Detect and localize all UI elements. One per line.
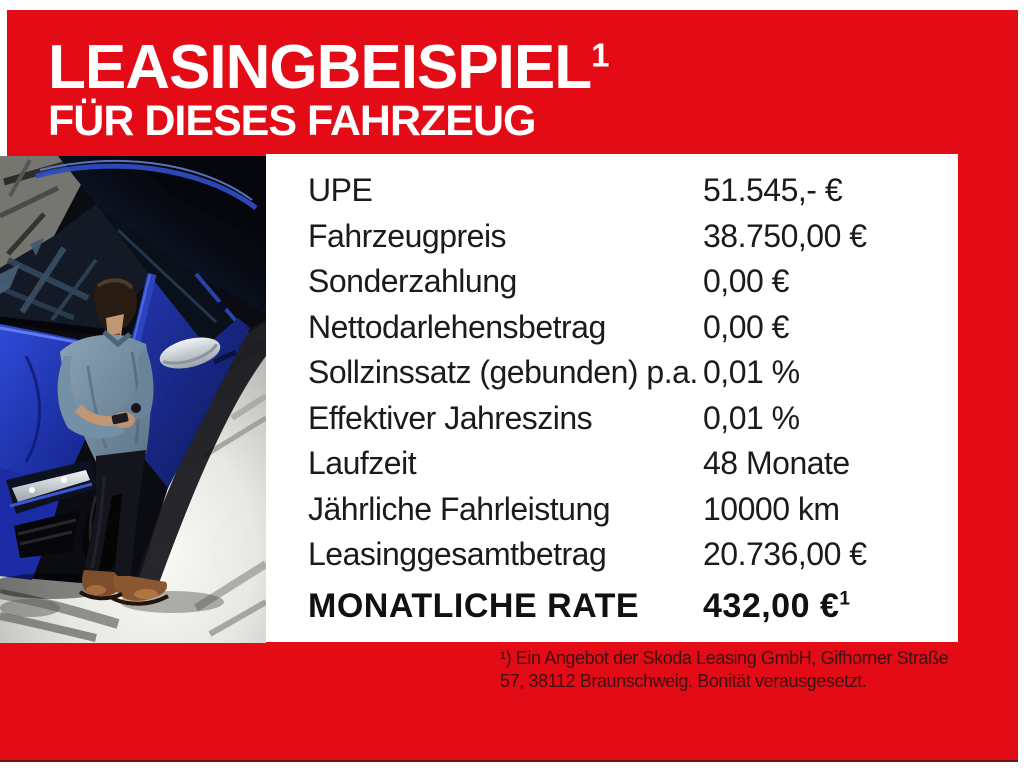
table-row: [308, 441, 958, 487]
row-label: Fahrzeugpreis: [308, 217, 507, 254]
monthly-rate-label: MONATLICHE RATE: [308, 586, 640, 625]
table-row: [308, 305, 958, 351]
header: [48, 33, 609, 145]
row-label: UPE: [308, 172, 373, 209]
row-value: 20.736,00 €: [703, 536, 867, 573]
row-value: 0,01 %: [703, 354, 800, 391]
row-value: 0,00 €: [703, 308, 789, 345]
row-label: Effektiver Jahreszins: [308, 399, 593, 436]
row-value: 0,01 %: [703, 399, 800, 436]
row-label: Sollzinssatz (gebunden) p.a.: [308, 354, 698, 391]
row-value: 0,00 €: [703, 263, 789, 300]
footnote-line-2: 57, 38112 Braunschweig. Bonität verausgesetzt.: [500, 671, 867, 691]
table-row: [308, 168, 958, 214]
footnote: [500, 647, 948, 693]
footnote-line-1: ¹) Ein Angebot der Skoda Leasing GmbH, Gifhorner Straße: [500, 648, 949, 668]
leasing-details-panel: [266, 154, 958, 642]
table-row: [308, 532, 958, 578]
monthly-rate-footnote-marker: 1: [839, 588, 851, 610]
monthly-rate-amount: 432,00 €: [703, 586, 840, 625]
row-label: Laufzeit: [308, 445, 417, 482]
page-title: [48, 33, 609, 102]
row-value: 48 Monate: [703, 445, 850, 482]
row-label: Nettodarlehensbetrag: [308, 308, 606, 345]
row-value: 10000 km: [703, 490, 840, 527]
page-title-text: LEASINGBEISPIEL: [48, 33, 592, 102]
row-label: Jährliche Fahrleistung: [308, 490, 611, 527]
vehicle-photo-illustration: [0, 156, 266, 643]
monthly-rate-value: [703, 587, 958, 626]
row-label: Sonderzahlung: [308, 263, 517, 300]
row-value: 51.545,- €: [703, 172, 843, 209]
row-label: Leasinggesamtbetrag: [308, 536, 607, 573]
table-row: [308, 214, 958, 260]
page-subtitle: FÜR DIESES FAHRZEUG: [48, 97, 536, 145]
monthly-rate-row: [308, 584, 958, 630]
table-row: [308, 396, 958, 442]
table-row: [308, 487, 958, 533]
row-value: 38.750,00 €: [703, 217, 867, 254]
page-title-footnote-marker: 1: [591, 36, 609, 74]
table-row: [308, 350, 958, 396]
vehicle-photo: [0, 156, 266, 643]
table-row: [308, 259, 958, 305]
